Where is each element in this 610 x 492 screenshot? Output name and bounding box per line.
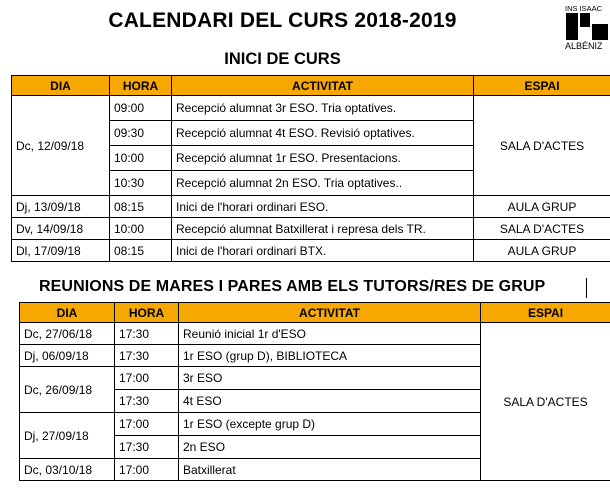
dia-cell: Dl, 17/09/18 bbox=[12, 240, 110, 262]
dia-cell: Dc, 03/10/18 bbox=[20, 459, 115, 481]
hora-cell: 17:30 bbox=[115, 345, 179, 367]
hora-cell: 17:30 bbox=[115, 390, 179, 413]
espai-cell: SALA D'ACTES bbox=[474, 96, 610, 196]
activitat-cell: Recepció alumnat Batxillerat i represa dels TR. bbox=[172, 218, 474, 240]
school-logo bbox=[563, 2, 610, 52]
table-row bbox=[12, 96, 610, 121]
header-hora: HORA bbox=[110, 76, 172, 96]
hora-cell: 09:00 bbox=[110, 96, 172, 121]
header-dia: DIA bbox=[20, 303, 115, 323]
activitat-cell: Inici de l'horari ordinari BTX. bbox=[172, 240, 474, 262]
activitat-cell: 4t ESO bbox=[179, 390, 481, 413]
dia-cell: Dj, 06/09/18 bbox=[20, 345, 115, 367]
hora-cell: 17:30 bbox=[115, 436, 179, 459]
espai-cell: AULA GRUP bbox=[474, 240, 610, 262]
dia-cell: Dj, 27/09/18 bbox=[20, 413, 115, 459]
header-espai: ESPAI bbox=[474, 76, 610, 96]
hora-cell: 09:30 bbox=[110, 121, 172, 146]
page-title: CALENDARI DEL CURS 2018-2019 bbox=[108, 9, 457, 32]
reunions-table bbox=[19, 302, 610, 481]
logo-line2: ALBÉNIZ bbox=[565, 41, 603, 51]
activitat-cell: Recepció alumnat 1r ESO. Presentacions. bbox=[172, 146, 474, 171]
table-row bbox=[12, 218, 610, 240]
hora-cell: 10:00 bbox=[110, 218, 172, 240]
inici-curs-table bbox=[11, 75, 610, 262]
hora-cell: 17:00 bbox=[115, 367, 179, 390]
header-activitat: ACTIVITAT bbox=[179, 303, 481, 323]
activitat-cell: Batxillerat bbox=[179, 459, 481, 481]
hora-cell: 17:00 bbox=[115, 413, 179, 436]
activitat-cell: Recepció alumnat 2n ESO. Tria optatives.. bbox=[172, 171, 474, 196]
dia-cell: Dc, 26/09/18 bbox=[20, 367, 115, 413]
activitat-cell: Inici de l'horari ordinari ESO. bbox=[172, 196, 474, 218]
activitat-cell: Reunió inicial 1r d'ESO bbox=[179, 323, 481, 345]
activitat-cell: Recepció alumnat 3r ESO. Tria optatives. bbox=[172, 96, 474, 121]
hora-cell: 17:30 bbox=[115, 323, 179, 345]
activitat-cell: 1r ESO (excepte grup D) bbox=[179, 413, 481, 436]
text-cursor bbox=[586, 278, 587, 298]
espai-cell: SALA D'ACTES bbox=[474, 218, 610, 240]
hora-cell: 10:30 bbox=[110, 171, 172, 196]
activitat-cell: 3r ESO bbox=[179, 367, 481, 390]
section-title-inici: INICI DE CURS bbox=[224, 50, 341, 68]
logo-line1: INS ISAAC bbox=[565, 4, 603, 13]
header-dia: DIA bbox=[12, 76, 110, 96]
table-row bbox=[12, 240, 610, 262]
table-header-row bbox=[12, 76, 610, 96]
espai-cell: SALA D'ACTES bbox=[481, 323, 610, 481]
activitat-cell: 1r ESO (grup D), BIBLIOTECA bbox=[179, 345, 481, 367]
hora-cell: 17:00 bbox=[115, 459, 179, 481]
table-row bbox=[12, 196, 610, 218]
header-activitat: ACTIVITAT bbox=[172, 76, 474, 96]
dia-cell: Dc, 27/06/18 bbox=[20, 323, 115, 345]
header-hora: HORA bbox=[115, 303, 179, 323]
espai-cell: AULA GRUP bbox=[474, 196, 610, 218]
activitat-cell: 2n ESO bbox=[179, 436, 481, 459]
section-title-reunions: REUNIONS DE MARES I PARES AMB ELS TUTORS/RES DE GRUP bbox=[39, 278, 546, 295]
table-row bbox=[20, 323, 610, 345]
activitat-cell: Recepció alumnat 4t ESO. Revisió optatives. bbox=[172, 121, 474, 146]
dia-cell: Dv, 14/09/18 bbox=[12, 218, 110, 240]
table-header-row bbox=[20, 303, 610, 323]
hora-cell: 08:15 bbox=[110, 196, 172, 218]
header-espai: ESPAI bbox=[481, 303, 610, 323]
dia-cell: Dc, 12/09/18 bbox=[12, 96, 110, 196]
hora-cell: 08:15 bbox=[110, 240, 172, 262]
hora-cell: 10:00 bbox=[110, 146, 172, 171]
dia-cell: Dj, 13/09/18 bbox=[12, 196, 110, 218]
